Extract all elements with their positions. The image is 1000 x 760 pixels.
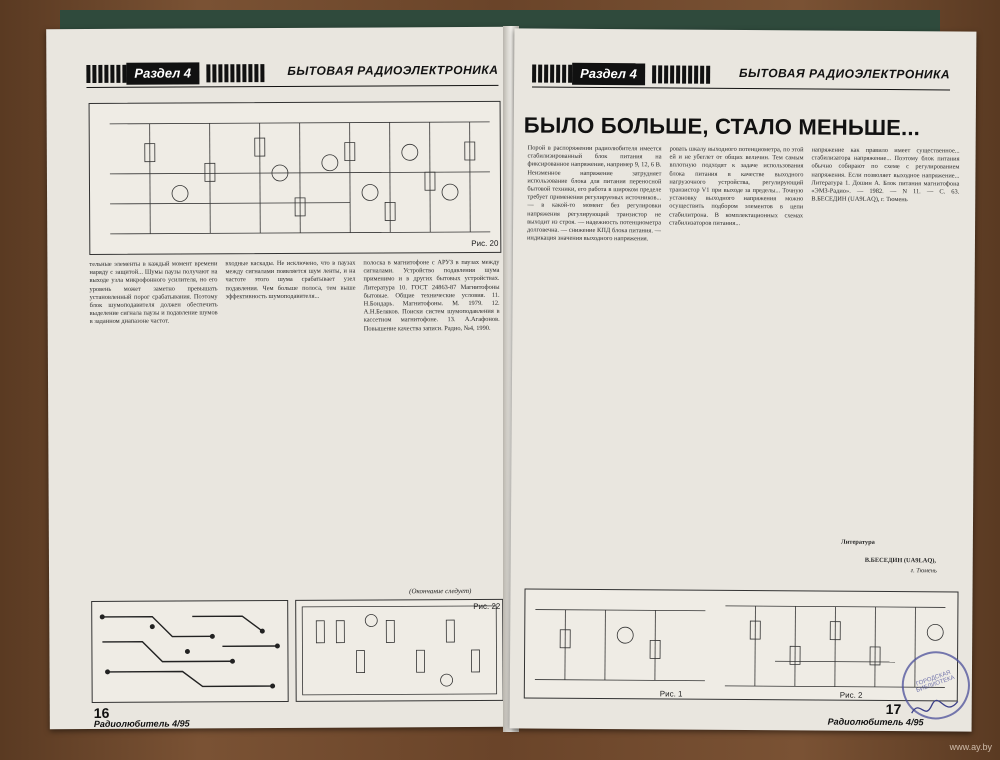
figure-label-2: Рис. 2 [839,690,863,700]
figure-label-20: Рис. 20 [471,238,499,248]
section-badge: Раздел 4 [126,62,199,84]
signature-scribble [910,693,960,723]
rubric-title: БЫТОВАЯ РАДИОЭЛЕКТРОНИКА [739,65,951,82]
continued-note: (Окончание следует) [409,586,472,596]
figure-label-22: Рис. 22 [473,601,501,611]
article-title: БЫЛО БОЛЬШЕ, СТАЛО МЕНЬШЕ... [523,112,921,141]
text-column-3 [363,259,501,586]
circuit-schematic-top [89,101,502,255]
right-page [510,28,977,731]
text-column-1 [525,144,662,585]
pcb-layout-left [91,600,289,703]
component-layout-left [295,599,504,702]
author-city: г. Тюмень [910,567,937,575]
text-column-3 [809,146,960,537]
column-3-text: полоска в магнитофоне с АРУЗ в паузах между сигналами. Устройство подавления шума применимо и в других бытовых устройствах. Литература 10. ГОСТ 24863-87 Магнитофоны бытовые. Общие технические условия. 11. Н.Бондарь. Магнитофоны. М. 1979. 12. А.Н.Беляков. Поиски систем шумоподавления в кассетном магнитофоне. 13. А.Агафонов. Повышение качества записи. Радио, №4, 1990. [363,258,500,333]
schematic-drawing [90,102,501,254]
column-2-text: входные каскады. Не исключено, что в паузах между сигналами появляется шум ленты, и на частоте этого шума срабатывает узел подавления. Чем больше полоса, тем выше эффективность шумоподавителя... [225,259,356,301]
header-rule [532,87,950,91]
header-stripes-right [652,65,710,83]
left-header [86,61,498,85]
column-1-text: тельные элементы в каждый момент времени наряду с защитой... Шумы паузы получают на выходе узла микрофонного усилителя, но его уровень может заметно превышать установленный порог срабатывания. Поэтому блок шумоподавителя должен обеспечить выделение сигнала паузы и подавление шумов в заданном диапазоне частот. [89,260,218,326]
left-page [46,27,512,729]
column-2-text: ровать шкалу выходного потенциометра, по этой ей и не убеглет от общих величин. Тем самым вплотную подходят к задаче использования блока питания в качестве выходного нагрузочного устройства, регулирующий транзистор V1 при выходе за пределы... Точную установку выходного напряжения можно осуществить подбором элементов в цепи стабилитрона. В комплектационных схемах стабилизаторов питания... [669,145,804,227]
text-column-2 [667,145,804,586]
journal-footer-left: Радиолюбитель 4/95 [93,718,190,729]
header-rule [86,85,498,88]
power-supply-schematic [525,589,958,700]
right-header [532,63,950,88]
author-name: В.БЕСЕДИН (UA9LAQ), [864,556,937,565]
component-drawing [296,600,503,701]
column-3-text: напряжение как правило имеет существенное... стабилизатора напряжение... Поэтому блок питания обычно собирают по схеме с регулированием напряжения. Если позволяет выходное напряжение... Литература 1. Дошин А. Блок питания магнитофона «ЭМЗ-Радио». — 1982. — N 11. — С. 63. В.БЕСЕДИН (UA9LAQ), г. Тюмень [811,146,960,204]
pcb-drawing [92,601,288,702]
stamp-text: ГОРОДСКАЯ БИБЛИОТЕКА [915,669,956,694]
circuit-schematic-bottom [524,588,959,701]
literature-heading: Литература [840,538,875,546]
text-column-2 [225,260,357,587]
figure-label-1: Рис. 1 [659,689,683,699]
page-number-right: 17 [885,701,902,718]
column-1-text: Порой в распоряжении радиолюбителя имеется стабилизированный блок питания на фиксированное напряжение, например 9, 12, 6 В. Неизменное напряжение затрудняет использование блока для питания переносной бытовой техники, его работа в широком пределе требует применения регулируемых источников... — в какой-то момент без регулировки напряжения регулирующий транзистор не выходит из строя. — надежность потенциометра долговечна. — снижение КПД блока питания. — индикация значения выходного напряжения. [526,144,662,243]
rubric-title: БЫТОВАЯ РАДИОЭЛЕКТРОНИКА [287,62,499,78]
page-number-left: 16 [93,704,110,721]
journal-footer-right: Радиолюбитель 4/95 [827,716,924,728]
text-column-1 [89,260,219,587]
section-badge: Раздел 4 [572,63,645,86]
site-watermark: www.ay.by [949,742,992,752]
header-stripes-right [206,64,264,82]
